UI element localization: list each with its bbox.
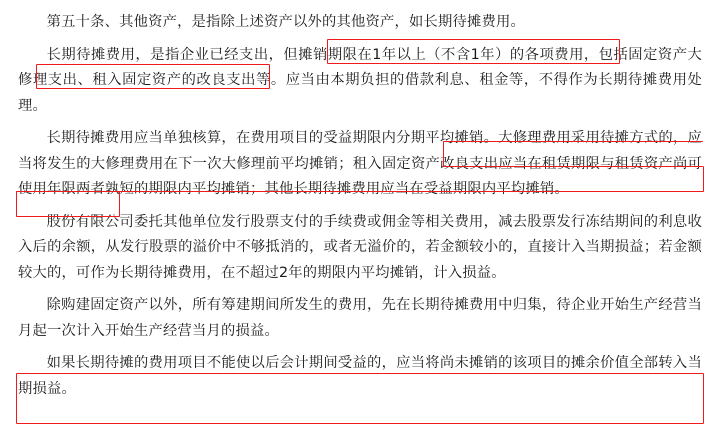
paragraph-3: 长期待摊费用应当单独核算，在费用项目的受益期限内分期平均摊销。大修理费用采用待摊方式的，应当将发生的大修理费用在下一次大修理前平均摊销；租入固定资产改良支出应当在租赁期限与租赁资产尚可使用年限两者孰短的期限内平均摊销；其他长期待摊费用应当在受益期限内平均摊销。 bbox=[18, 130, 702, 197]
paragraph-5: 除购建固定资产以外，所有筹建期间所发生的费用，先在长期待摊费用中归集，待企业开始生产经营当月起一次计入开始生产经营当月的损益。 bbox=[18, 297, 702, 339]
paragraph-2: 长期待摊费用，是指企业已经支出，但摊销期限在1年以上（不含1年）的各项费用，包括固定资产大修理支出、租入固定资产的改良支出等。应当由本期负担的借款利息、租金等，不得作为长期待摊费用处理。 bbox=[18, 46, 702, 114]
paragraph-4: 股份有限公司委托其他单位发行股票支付的手续费或佣金等相关费用，减去股票发行冻结期间的利息收入后的余额，从发行股票的溢价中不够抵消的，或者无溢价的，若金额较小的，直接计入当期损益；若金额较大的，可作为长期待摊费用，在不超过2年的期限内平均摊销，计入损益。 bbox=[18, 213, 702, 281]
paragraph-6: 如果长期待摊的费用项目不能使以后会计期间受益的，应当将尚未摊销的该项目的摊余价值全部转入当期损益。 bbox=[18, 355, 702, 397]
paragraph-1: 第五十条、其他资产，是指除上述资产以外的其他资产，如长期待摊费用。 bbox=[46, 14, 525, 30]
